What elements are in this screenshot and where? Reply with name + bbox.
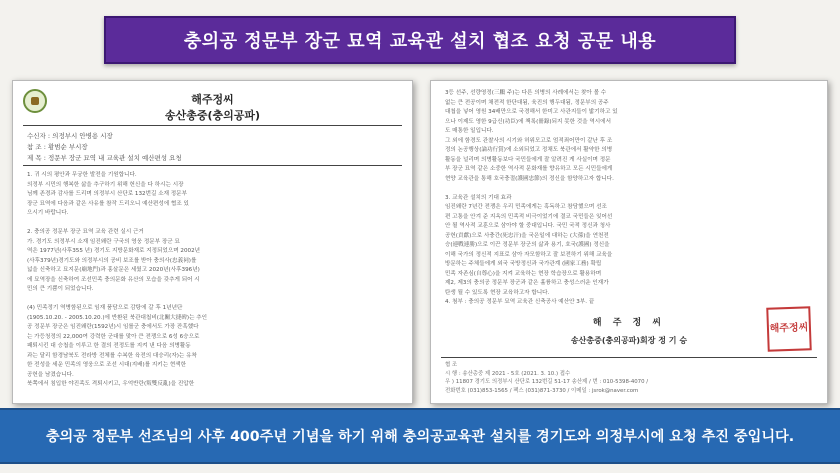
text-line: 민족 자존심(自尊心)을 지켜 교육하는 현장 학습장으로 활용하며 [445,270,602,277]
footer-divider [441,357,817,358]
right-body [445,89,815,308]
text-line: 탄생 될 수 있도록 현장 교육하고자 합니다. [445,289,550,296]
sender-org: 해 주 정 씨 [592,318,666,328]
text-line [27,219,400,229]
text-line: 공헌(貢獻)으로 사충간(死忠汗)을 국은일에 대하는 (大孫)을 연천전 [445,232,609,239]
document-org-sub: 송산총중(충의공파) [164,109,261,122]
cc: 참 조 : 황범순 부시장 [27,143,88,151]
footer-line: 우 ) 11807 경기도 의정부시 산단로 132번길 51-17 송산제 / 번 : 010-5398-4070 / [445,379,649,385]
text-line: 4. 첨부 : 충의공 정문부 묘역 교육관 신축공사 예산안 3부. 끝 [445,299,595,305]
text-line [27,295,400,305]
text-line: 부 장군 묘역 같은 소중한 역사적 문화재를 향유하고 모든 시민들에게 [445,166,613,172]
text-line: 님께 존경과 감사를 드리며 의정부시 산단로 132번길 소재 정문부 [27,191,187,197]
footer-line: 시 행 : 송산총중 제 2021 - 5호 (2021. 3. 10.) 접수 [445,370,571,377]
text-line: 북쪽에서 침입한 야진족도 격퇴시키고, 우억반란(叛雙反亂)을 진압한 [27,381,195,387]
text-line: 장군 묘역에 다음과 같은 사유를 참작 드리오니 예산편성에 협조 있 [27,200,189,207]
text-line: 에 묘역장을 신축하여 조선민족 충의문화 유산의 모습을 갖추게 되어 시 [27,276,200,283]
footer-line: 전화번호 (031)853-1565 / 팩스 (031)871-3730 / 이메일 : jsrok@naver.com [445,387,639,394]
text-line: 대첩을 넣어 영원 34배만으로 국경해서 한미고 사관지들이 밟기하고 있 [445,109,618,115]
text-line: 방문하는 주체들에게 외국 국방정신과 국가관계 (國家工務) 확립 [445,261,602,267]
text-line: 의정부 시민의 행복한 삶을 추구하기 위해 헌신을 다 하시는 시장 [27,181,184,188]
text-line: 1. 귀 시의 평안과 무궁한 발전을 기원합니다. [27,172,137,178]
text-line: 역은 1977년(사후355 년) 경기도 지방문화재로 지정되었으며 2002년 [27,248,201,254]
text-line: 민의 큰 기쁨이 되었습니다. [27,286,94,292]
left-body [27,171,400,390]
text-line: (사후379년)경기도와 의정부시의 공비 보조를 받아 충의사(忠義祠)를 [27,257,197,264]
text-line: 현양 교육관을 통해 호국충절(護國忠節)의 정신을 함양하고자 합니다. [445,175,614,182]
subject-divider [23,165,402,166]
header-divider [23,125,402,126]
text-line: 패퇴시킨 대 승첩을 이루고 한 결의 전정도를 지켜 낸 다음 의병활동 [27,343,191,349]
document-footer [445,361,648,395]
text-line: 는 가등청정의 22,000여 강력한 군대를 맞아 큰 전쟁으로 6성 6승으로 [27,333,200,340]
text-line: 3등 선주, 선량영정(三鵬 주)는 다른 의병의 사례에서는 찾아 볼 수 [445,90,607,96]
text-line: 없는 큰 전공이며 채전적 한단대됨, 육진의 행두대됨, 정문부의 공주 [445,99,609,106]
text-line: (1905.10.20. - 2005.10.20.)에 반환된 북관대첩비(北關大捷碑)는 추인 [27,314,208,321]
text-line: 가. 경기도 의정부시 소재 임진왜란 구국의 영웅 정문부 장군 묘 [27,238,180,245]
text-line: 넓을 신축하고 묘지문(廟地門)과 홍살문은 세웠고 2020년(사후396년) [27,267,200,273]
text-line: 활동을 널리며 의병활동보다 국민들에게 잘 알려진 게 사실이며 정문 [445,156,611,163]
text-line: 한 전성을 세운 민족의 영웅으로 조선 시대(지배)를 지키는 현색한 [27,362,187,368]
document-org: 해주정씨 [191,93,234,106]
text-line: 편 고통을 안겨 준 지옥의 민족적 비극이었기에 결코 국민들은 잊어선 [445,213,613,220]
text-line: 이해 국가의 정신적 지표로 삼아 자모함하고 잘 보전하기 위해 교육을 [445,251,613,258]
text-line: (4) 민족정기 역병함된으로 임재 품담으로 감탕에 갈 후 1년년단 [27,305,183,311]
left-document [12,80,413,404]
text-line: 안 될 역사적 교훈으로 삼아야 할 중대입니다. 국민 국적 정신과 청사 [445,223,611,229]
footer-line: 협 조 [445,362,458,368]
text-line: 임진왜란 7년간 전쟁은 우리 민족에게는 혹독하고 참담했으며 선조 [445,204,607,210]
sender-name: 송산총중(충의공파)회장 정 기 승 [570,336,688,345]
text-line: 제2, 제3의 충의공 정문부 장군과 같은 훌륭하고 충성스러운 인재가 [445,280,609,286]
text-line: 으시기 바랍니다. [27,210,69,216]
text-line: 으나 이제도 영한 9급신(功臣)에 책록(冊錄)되지 못한 것을 역시에서 [445,118,611,125]
official-seal: 해주정씨 [766,306,812,352]
text-line: 공 정문부 장군은 임진왜란(1592년)시 임를군 충에서도 가장 잔혹했다 [27,324,199,330]
text-line: 정의 논공행상(論功行賞)에 소외되었고 정채도 북관에서 활약한 의병 [445,147,613,153]
text-line: 2. 충의공 정문부 장군 묘역 교육 관련 실시 근거 [27,229,144,235]
recipient: 수신자 : 의정부시 안병용 시장 [27,132,113,140]
text-line: 과는 달리 함경남북도 전라방 전체를 수복한 육전의 대승리(자)는 유착 [27,352,197,359]
text-line: 승(連戰連勝)으로 이끈 정문부 장군의 삶과 용기, 호국(護國) 정신을 [445,242,610,248]
page-title: 충의공 정문부 장군 묘역 교육관 설치 협조 요청 공문 내용 [104,16,736,64]
subject: 제 목 : 정문부 장군 묘역 내 교육관 설치 예산편성 요청 [27,154,182,162]
caption-banner: 충의공 정문부 선조님의 사후 400주년 기념을 하기 위해 충의공교육관 설치를 경기도와 의정부시에 요청 추진 중입니다. [0,408,840,464]
text-line: 공헌을 남겼습니다. [27,371,74,378]
text-line [445,184,815,194]
right-document [430,80,828,404]
text-line: 그 외에 함경도 관찰사의 시기와 허위모고로 엄적죄어만이 같난 후 조 [445,137,613,144]
text-line: 3. 교육관 설치의 기대 효과 [445,194,512,201]
text-line: 도 매통한 일입니다. [445,128,494,134]
